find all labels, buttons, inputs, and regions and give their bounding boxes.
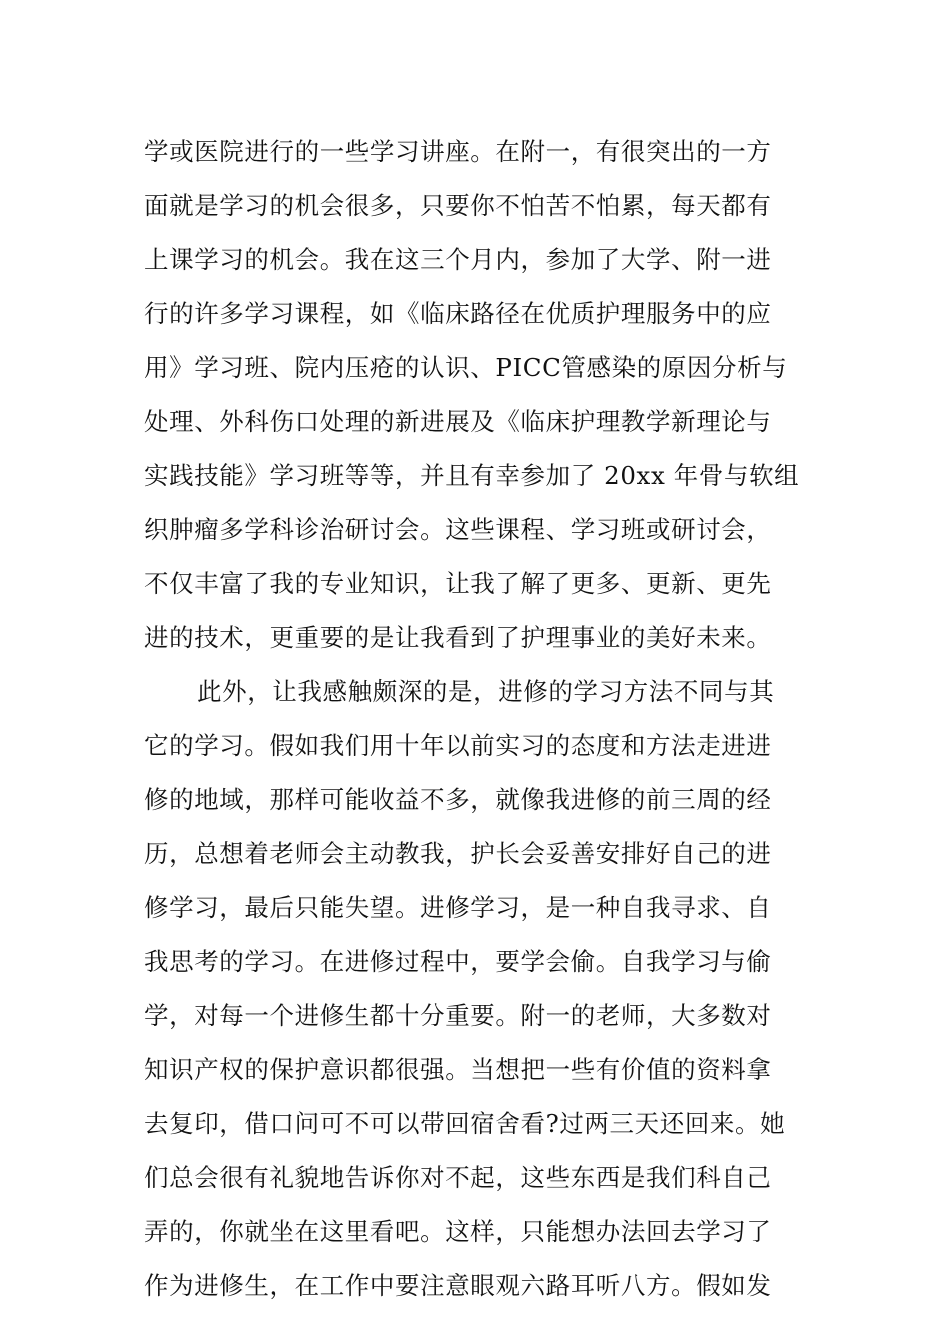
text-line: 弄的，你就坐在这里看吧。这样，只能想办法回去学习了: [144, 1217, 772, 1246]
text-line: 修学习，最后只能失望。进修学习，是一种自我寻求、自: [144, 893, 772, 922]
text-line: 去复印，借口问可不可以带回宿舍看?过两三天还回来。她: [144, 1109, 786, 1138]
text-line: 历，总想着老师会主动教我，护长会妥善安排好自己的进: [144, 839, 772, 868]
text-line: 学，对每一个进修生都十分重要。附一的老师，大多数对: [144, 1001, 772, 1030]
text-line: 作为进修生，在工作中要注意眼观六路耳听八方。假如发: [144, 1271, 772, 1300]
text-line: 它的学习。假如我们用十年以前实习的态度和方法走进进: [144, 731, 772, 760]
text-line: 行的许多学习课程，如《临床路径在优质护理服务中的应: [144, 299, 772, 328]
text-line: 用》学习班、院内压疮的认识、PICC管感染的原因分析与: [144, 353, 788, 382]
text-line: 修的地域，那样可能收益不多，就像我进修的前三周的经: [144, 785, 772, 814]
text-line: 处理、外科伤口处理的新进展及《临床护理教学新理论与: [144, 407, 772, 436]
text-line: 学或医院进行的一些学习讲座。在附一，有很突出的一方: [144, 137, 772, 166]
text-line: 实践技能》学习班等等，并且有幸参加了 20xx 年骨与软组: [144, 461, 800, 490]
text-line: 进的技术，更重要的是让我看到了护理事业的美好未来。: [144, 623, 772, 652]
text-line: 们总会很有礼貌地告诉你对不起，这些东西是我们科自己: [144, 1163, 772, 1192]
text-line: 我思考的学习。在进修过程中，要学会偷。自我学习与偷: [144, 947, 772, 976]
text-line: 面就是学习的机会很多，只要你不怕苦不怕累，每天都有: [144, 191, 772, 220]
text-line: 不仅丰富了我的专业知识，让我了解了更多、更新、更先: [144, 569, 772, 598]
text-line: 织肿瘤多学科诊治研讨会。这些课程、学习班或研讨会，: [144, 515, 772, 544]
text-line: 上课学习的机会。我在这三个月内，参加了大学、附一进: [144, 245, 772, 274]
text-line: 知识产权的保护意识都很强。当想把一些有价值的资料拿: [144, 1055, 772, 1084]
paragraph-start-line: 此外，让我感触颇深的是，进修的学习方法不同与其: [197, 677, 775, 706]
body-text: [144, 128, 806, 1316]
